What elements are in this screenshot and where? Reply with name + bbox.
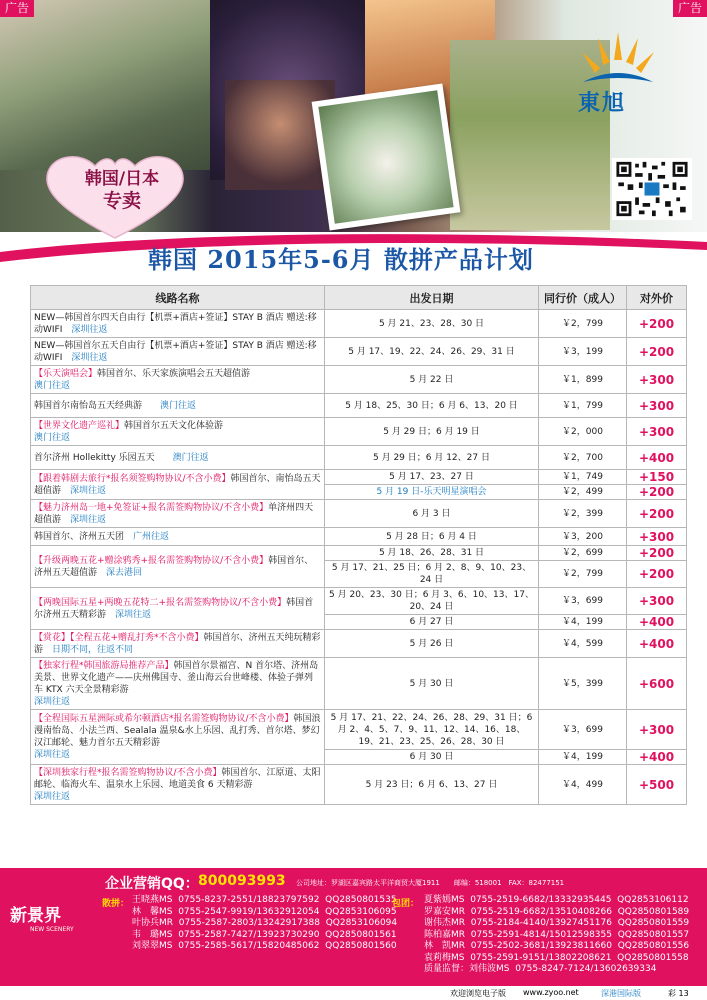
table-row — [31, 470, 687, 485]
peer-price: ￥2，000 — [539, 418, 627, 446]
departure-dates: 5 月 23 日；6 月 6、13、27 日 — [325, 765, 539, 805]
route-name: 【魅力济州岛一地+免签证+报名需签购物协议/不含小费】单济州四天超值游 深圳往返 — [31, 500, 325, 528]
table-row — [31, 446, 687, 470]
footer-brand: 新景界 — [10, 906, 61, 926]
markup: +200 — [627, 310, 687, 338]
peer-price: ￥3，200 — [539, 528, 627, 546]
route-name: 【乐天演唱会】韩国首尔、乐天家族演唱会五天超值游 澳门往返 — [31, 366, 325, 394]
route-name: 韩国首尔、济州五天团 广州往返 — [31, 528, 325, 546]
page-title: 韩国 2015年5-6月 散拼产品计划 — [148, 245, 534, 274]
bottom-url: www.zyoo.net — [523, 988, 579, 997]
peer-price: ￥2，799 — [539, 561, 627, 588]
peer-price: ￥1，799 — [539, 394, 627, 418]
departure-dates: 5 月 30 日 — [325, 658, 539, 710]
banner-line-2: 专卖 — [102, 190, 141, 212]
departure-dates: 5 月 17、23、27 日 — [325, 470, 539, 485]
departure-dates: 5 月 18、26、28、31 日 — [325, 546, 539, 561]
departure-dates: 5 月 29 日；6 月 12、27 日 — [325, 446, 539, 470]
markup: +300 — [627, 366, 687, 394]
markup: +300 — [627, 394, 687, 418]
table-row — [31, 630, 687, 658]
markup: +150 — [627, 470, 687, 485]
ad-tag: 广告 — [673, 0, 707, 17]
peer-price: ￥4，199 — [539, 615, 627, 630]
route-name: 【赏花】【全程五花+赠乱打秀*不含小费】韩国首尔、济州五天纯玩精彩游 日期不同，往返不同 — [31, 630, 325, 658]
departure-dates: 5 月 17、21、22、24、26、28、29、31 日；6 月 2、4、5、7、9、11、12、14、16、18、19、21、23、25、26、28、30 日 — [325, 710, 539, 750]
header-departure: 出发日期 — [325, 286, 539, 310]
bottom-edition: 深港国际版 — [601, 989, 641, 998]
markup: +200 — [627, 338, 687, 366]
departure-dates: 5 月 28 日；6 月 4 日 — [325, 528, 539, 546]
departure-dates: 5 月 17、19、22、24、26、29、31 日 — [325, 338, 539, 366]
route-name: 【深圳独家行程*报名需签购物协议/不含小费】韩国首尔、江原道、太阳邮轮、临海火车、温泉水上乐园、地道美食 6 天精彩游 深圳往返 — [31, 765, 325, 805]
route-name: 【升级两晚五花+赠涂鸦秀+报名需签购物协议/不含小费】韩国首尔、济州五天超值游 深去港回 — [31, 546, 325, 588]
markup: +300 — [627, 588, 687, 615]
departure-dates: 5 月 19 日-乐天明星演唱会 — [325, 485, 539, 500]
sales-contacts: 王晓燕MS 0755-8237-2551/18823797592 QQ2850801535 林 馨MS 0755-2547-9919/13632912054 QQ2853106095 叶协兵MR 0755-2587-2803/13242917388 QQ2853106094 韦 璐MS 0755-2587-7427/13923730290 QQ2850801561 刘翠翠MS 0755-2585-5617/15820485062 QQ2850801560 — [132, 895, 398, 951]
photo-cyclist — [0, 0, 225, 170]
package-label: 包团： — [392, 899, 420, 909]
header-peer-price: 同行价（成人） — [539, 286, 627, 310]
markup: +600 — [627, 658, 687, 710]
departure-dates: 5 月 26 日 — [325, 630, 539, 658]
markup: +500 — [627, 765, 687, 805]
markup: +300 — [627, 710, 687, 750]
peer-price: ￥4，499 — [539, 765, 627, 805]
departure-dates: 5 月 21、23、28、30 日 — [325, 310, 539, 338]
bottom-welcome: 欢迎浏览电子版 — [450, 989, 506, 998]
footer-address: 公司地址：罗湖区嘉宾路太平洋商贸大厦1911 邮编：518001 FAX：82477151 — [296, 879, 565, 887]
departure-dates: 6 月 3 日 — [325, 500, 539, 528]
markup: +200 — [627, 546, 687, 561]
peer-price: ￥2，499 — [539, 485, 627, 500]
photo-wedding — [312, 83, 461, 230]
page-number: 彩 13 — [668, 989, 689, 998]
peer-price: ￥1，749 — [539, 470, 627, 485]
route-name: 【两晚国际五星+两晚五花特二+报名需签购物协议/不含小费】韩国首尔济州五天精彩游 深圳往返 — [31, 588, 325, 630]
route-name: NEW—韩国首尔四天自由行【机票+酒店+签证】STAY B 酒店 赠送:移动WIFI 深圳往返 — [31, 310, 325, 338]
footer-title: 企业营销QQ： — [105, 876, 199, 892]
departure-dates: 5 月 29 日；6 月 19 日 — [325, 418, 539, 446]
markup: +400 — [627, 446, 687, 470]
peer-price: ￥2，700 — [539, 446, 627, 470]
markup: +200 — [627, 485, 687, 500]
sales-label: 散拼： — [102, 899, 130, 909]
departure-dates: 6 月 30 日 — [325, 750, 539, 765]
markup: +200 — [627, 561, 687, 588]
table-row — [31, 418, 687, 446]
table-row — [31, 546, 687, 561]
route-name: 【独家行程*韩国旅游局推荐产品】韩国首尔景福宫、N 首尔塔、济州岛美景、世界文化遗产——庆州佛国寺、釜山海云台世峰楼、体验子弹列车 KTX 六天全景精彩游 深圳往返 — [31, 658, 325, 710]
route-name: 【全程国际五星洲际或希尔顿酒店*报名需签购物协议/不含小费】韩国浪漫南怡岛、小法兰西、Sealala 温泉&水上乐园、乱打秀、首尔塔、梦幻汉江邮轮、魅力首尔五天精彩游 深圳往返 — [31, 710, 325, 765]
peer-price: ￥1，899 — [539, 366, 627, 394]
banner-line-1: 韩国/日本 — [84, 169, 160, 189]
departure-dates: 5 月 22 日 — [325, 366, 539, 394]
route-name: 首尔济州 Hollekitty 乐园五天 澳门往返 — [31, 446, 325, 470]
departure-dates: 5 月 20、23、30 日；6 月 3、6、10、13、17、20、24 日 — [325, 588, 539, 615]
brand-name: 東旭 — [578, 91, 627, 116]
header-retail-markup: 对外价 — [627, 286, 687, 310]
peer-price: ￥2，799 — [539, 310, 627, 338]
table-row — [31, 310, 687, 338]
footer-qq: 800093993 — [198, 873, 286, 889]
route-name: 【跟着韩剧去旅行*报名须签购物协议/不含小费】韩国首尔、南怡岛五天超值游 深圳往返 — [31, 470, 325, 500]
package-contacts: 夏紫嫣MS 0755-2519-6682/13332935445 QQ2853106112 罗嘉安MR 0755-2519-6682/13510408266 QQ2850801589 谢伟杰MR 0755-2184-4140/13927451176 QQ2850801559 陈柏嘉MR 0755-2591-4814/15012598355 QQ2850801557 林 凯MR 0755-2502-3681/13923811660 QQ2850801556 袁莉梅MS 0755-2591-9151/13802208621 QQ2850801558 质量监督：刘伟波MS 0755-8247-7124/13602639334 — [424, 895, 690, 974]
table-row — [31, 588, 687, 615]
markup: +400 — [627, 630, 687, 658]
bottom-bar — [0, 986, 707, 1000]
route-name: 【世界文化遗产巡礼】韩国首尔五天文化体验游 澳门往返 — [31, 418, 325, 446]
peer-price: ￥5，399 — [539, 658, 627, 710]
table-row — [31, 658, 687, 710]
markup: +400 — [627, 750, 687, 765]
footer-brand-sub: NEW SCENERY — [30, 926, 74, 933]
table-row — [31, 366, 687, 394]
peer-price: ￥3，699 — [539, 710, 627, 750]
table-row — [31, 710, 687, 750]
ad-tag: 广告 — [0, 0, 34, 17]
departure-dates: 5 月 17、21、25 日；6 月 2、8、9、10、23、24 日 — [325, 561, 539, 588]
markup: +300 — [627, 418, 687, 446]
table-row — [31, 765, 687, 805]
peer-price: ￥3，699 — [539, 588, 627, 615]
departure-dates: 5 月 18、25、30 日；6 月 6、13、20 日 — [325, 394, 539, 418]
qr-code-icon — [612, 158, 692, 220]
peer-price: ￥4，199 — [539, 750, 627, 765]
peer-price: ￥4，599 — [539, 630, 627, 658]
markup: +200 — [627, 500, 687, 528]
peer-price: ￥2，399 — [539, 500, 627, 528]
table-row — [31, 528, 687, 546]
peer-price: ￥3，199 — [539, 338, 627, 366]
table-row — [31, 338, 687, 366]
markup: +400 — [627, 615, 687, 630]
route-name: 韩国首尔南怡岛五天经典游 澳门往返 — [31, 394, 325, 418]
table-row — [31, 394, 687, 418]
header-route: 线路名称 — [31, 286, 325, 310]
peer-price: ￥2，699 — [539, 546, 627, 561]
departure-dates: 6 月 27 日 — [325, 615, 539, 630]
table-header-row — [31, 286, 687, 310]
table-row — [31, 500, 687, 528]
schedule-table — [30, 285, 687, 805]
route-name: NEW—韩国首尔五天自由行【机票+酒店+签证】STAY B 酒店 赠送:移动WIFI 深圳往返 — [31, 338, 325, 366]
markup: +300 — [627, 528, 687, 546]
